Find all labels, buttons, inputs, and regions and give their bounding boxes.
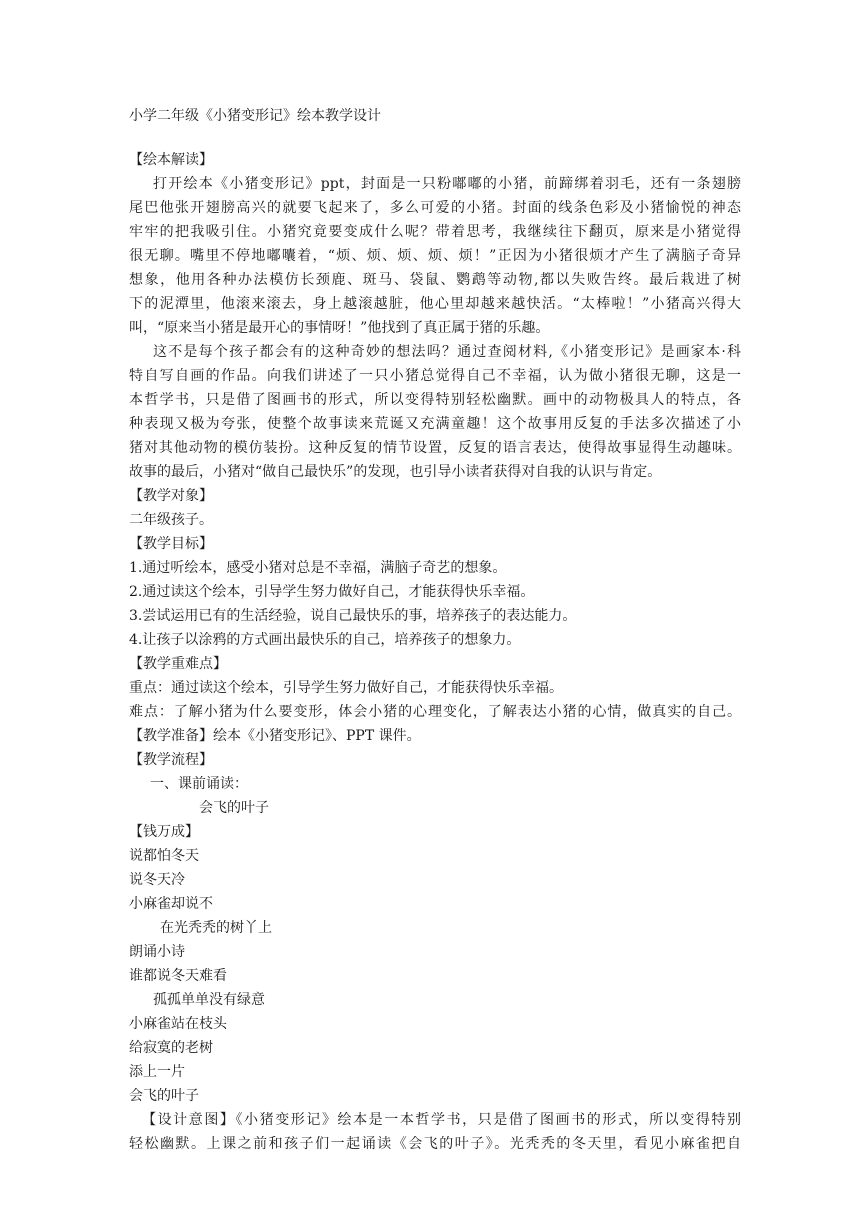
paragraph-line: 牢牢的把我吸引住。小猪究竟要变成什么呢？带着思考，我继续往下翻页，原来是小猪觉得: [129, 224, 741, 240]
goal-item: 3.尝试运用已有的生活经验，说自己最快乐的事，培养孩子的表达能力。: [129, 608, 577, 624]
heading-key-difficult-points: 【教学重难点】: [129, 656, 227, 672]
paragraph-line: 故事的最后，小猪对“做自己最快乐”的发现，也引导小读者获得对自我的认识与肯定。: [129, 464, 662, 480]
heading-picture-book-reading: 【绘本解读】: [129, 152, 213, 168]
paragraph-line: 打开绘本《小猪变形记》ppt，封面是一只粉嘟嘟的小猪，前蹄绑着羽毛，还有一条翅膀: [153, 176, 741, 192]
poem-line: 孤孤单单没有绿意: [153, 992, 265, 1008]
paragraph-line: 想象，他用各种办法模仿长颈鹿、斑马、袋鼠、鹦鹉等动物,都以失败告终。最后栽进了树: [129, 272, 741, 288]
teaching-preparation: 【教学准备】绘本《小猪变形记》、PPT 课件。: [129, 728, 421, 744]
process-step-1: 一、课前诵读：: [150, 776, 248, 792]
poem-line: 添上一片: [129, 1064, 185, 1080]
goal-item: 4.让孩子以涂鸦的方式画出最快乐的自己，培养孩子的想象力。: [129, 632, 521, 648]
goal-item: 2.通过读这个绘本，引导学生努力做好自己，才能获得快乐幸福。: [129, 584, 535, 600]
difficult-point-text: 难点：了解小猪为什么要变形，体会小猪的心理变化，了解表达小猪的心情，做真实的自己。: [129, 704, 741, 720]
paragraph-line: 种表现又极为夸张，使整个故事读来荒诞又充满童趣！这个故事用反复的手法多次描述了小: [129, 416, 741, 432]
paragraph-line: 很无聊。嘴里不停地嘟囔着，“烦、烦、烦、烦、烦！”正因为小猪很烦才产生了满脑子奇异: [129, 248, 741, 264]
design-intent-line: 【设计意图】《小猪变形记》绘本是一本哲学书，只是借了图画书的形式，所以变得特别: [142, 1112, 741, 1128]
key-point-text: 重点：通过读这个绘本，引导学生努力做好自己，才能获得快乐幸福。: [129, 680, 563, 696]
document-title: 小学二年级《小猪变形记》绘本教学设计: [129, 108, 381, 124]
poem-line: 在光秃秃的树丫上: [160, 920, 272, 936]
goal-item: 1.通过听绘本，感受小猪对总是不幸福，满脑子奇艺的想象。: [129, 560, 507, 576]
design-intent-line: 轻松幽默。上课之前和孩子们一起诵读《会飞的叶子》。光秃秃的冬天里，看见小麻雀把自: [129, 1136, 741, 1152]
poem-line: 说都怕冬天: [129, 848, 199, 864]
poem-line: 小麻雀站在枝头: [129, 1016, 227, 1032]
paragraph-line: 猪对其他动物的模仿装扮。这种反复的情节设置，反复的语言表达，使得故事显得生动趣味。: [129, 440, 741, 456]
paragraph-line: 特自写自画的作品。向我们讲述了一只小猪总觉得自己不幸福，认为做小猪很无聊，这是一: [129, 368, 741, 384]
poem-title: 会飞的叶子: [199, 800, 269, 816]
heading-teaching-process: 【教学流程】: [129, 752, 213, 768]
teaching-audience-text: 二年级孩子。: [129, 512, 213, 528]
paragraph-line: 尾巴他张开翅膀高兴的就要飞起来了，多么可爱的小猪。封面的线条色彩及小猪愉悦的神态: [129, 200, 741, 216]
paragraph-line: 下的泥潭里，他滚来滚去，身上越滚越脏，他心里却越来越快活。“太棒啦！”小猪高兴得大: [129, 296, 741, 312]
poem-line: 说冬天冷: [129, 872, 185, 888]
paragraph-line: 本哲学书，只是借了图画书的形式，所以变得特别轻松幽默。画中的动物极具人的特点，各: [129, 392, 741, 408]
poem-line: 小麻雀却说不: [129, 896, 213, 912]
poem-line: 给寂寞的老树: [129, 1040, 213, 1056]
poem-line: 会飞的叶子: [129, 1088, 199, 1104]
heading-teaching-audience: 【教学对象】: [129, 488, 213, 504]
heading-teaching-goals: 【教学目标】: [129, 536, 213, 552]
poem-line: 朗诵小诗: [129, 944, 185, 960]
paragraph-line: 这不是每个孩子都会有的这种奇妙的想法吗？通过查阅材料,《小猪变形记》是画家本·科: [153, 344, 741, 360]
paragraph-line: 叫，“原来当小猪是最开心的事情呀！”他找到了真正属于猪的乐趣。: [129, 320, 550, 336]
poem-author: 【钱万成】: [129, 824, 199, 840]
poem-line: 谁都说冬天难看: [129, 968, 227, 984]
